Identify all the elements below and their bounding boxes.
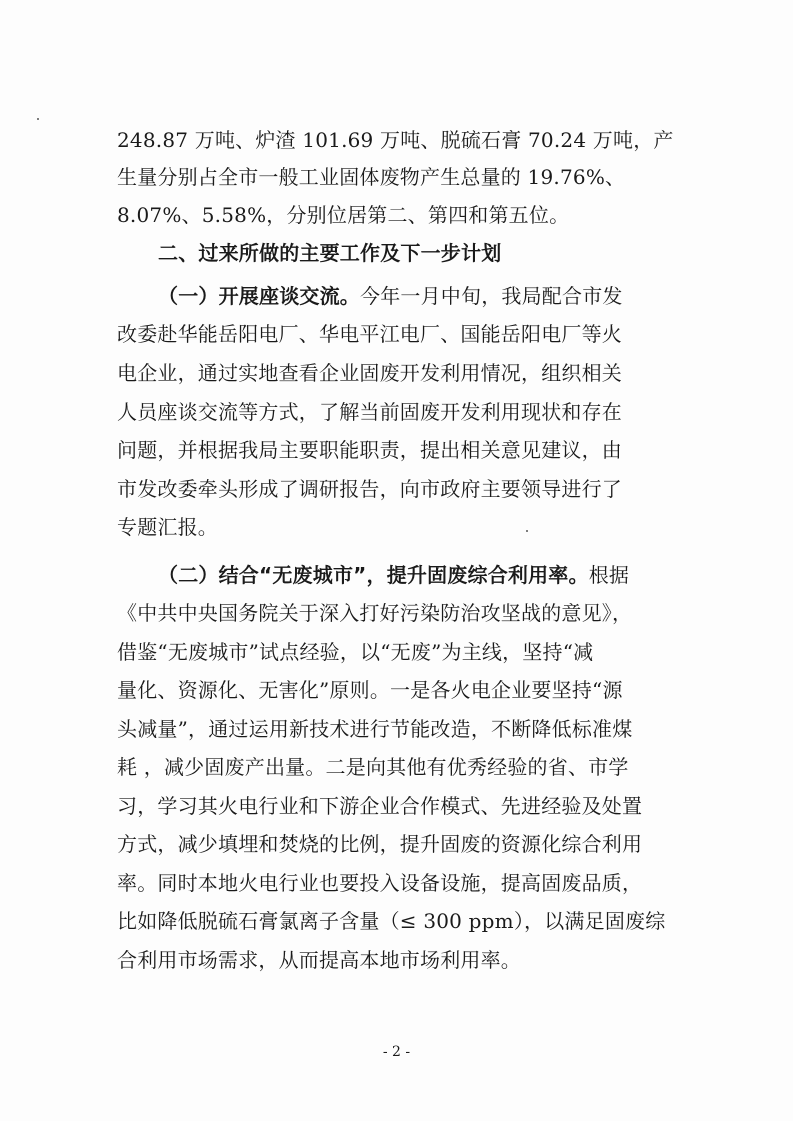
- body-line: 比如降低脱硫石膏氯离子含量（≤ 300 ppm），以满足固废综: [117, 909, 666, 933]
- body-line: 方式，减少填埋和焚烧的比例，提升固废的资源化综合利用: [117, 832, 643, 856]
- paragraph-lead: （二）结合“无废城市”，提升固废综合利用率。: [158, 563, 589, 587]
- scan-speck: [37, 118, 39, 120]
- paragraph-text: 今年一月中旬，我局配合市发: [360, 284, 623, 308]
- body-line: 人员座谈交流等方式，了解当前固废开发利用现状和存在: [117, 400, 622, 424]
- body-line: 耗 ，减少固废产出量。二是向其他有优秀经验的省、市学: [117, 755, 629, 779]
- body-line: 量化、资源化、无害化”原则。一是各火电企业要坚持“源: [117, 678, 623, 702]
- body-line: 头减量”，通过运用新技术进行节能改造，不断降低标准煤: [117, 717, 633, 741]
- body-line: 生量分别占全市一般工业固体废物产生总量的 19.76%、: [117, 165, 626, 189]
- body-line: 问题，并根据我局主要职能职责，提出相关意见建议，由: [117, 438, 622, 462]
- body-line: 合利用市场需求，从而提高本地市场利用率。: [117, 948, 521, 972]
- page-number: - 2 -: [382, 1044, 411, 1060]
- section-heading: 二、过来所做的主要工作及下一步计划: [158, 241, 502, 265]
- paragraph-text: 根据: [588, 563, 630, 587]
- body-line: 专题汇报。: [117, 515, 218, 539]
- body-line: 借鉴“无废城市”试点经验，以“无废”为主线，坚持“减: [117, 640, 594, 664]
- paragraph-lead: （一）开展座谈交流。: [158, 284, 360, 308]
- body-line: 习，学习其火电行业和下游企业合作模式、先进经验及处置: [117, 794, 643, 818]
- scan-speck: [526, 530, 528, 532]
- body-line: 《中共中央国务院关于深入打好污染防治攻坚战的意见》，: [117, 601, 633, 625]
- paragraph-first-line: [158, 563, 629, 587]
- body-line: 市发改委牵头形成了调研报告，向市政府主要领导进行了: [117, 477, 622, 501]
- body-line: 8.07%、5.58%，分别位居第二、第四和第五位。: [117, 203, 570, 227]
- paragraph-first-line: [158, 284, 623, 308]
- body-line: 率。同时本地火电行业也要投入设备设施，提高固废品质，: [117, 871, 643, 895]
- body-line: 改委赴华能岳阳电厂、华电平江电厂、国能岳阳电厂等火: [117, 322, 622, 346]
- body-line: 248.87 万吨、炉渣 101.69 万吨、脱硫石膏 70.24 万吨，产: [117, 128, 674, 152]
- body-line: 电企业，通过实地查看企业固废开发利用情况，组织相关: [117, 361, 622, 385]
